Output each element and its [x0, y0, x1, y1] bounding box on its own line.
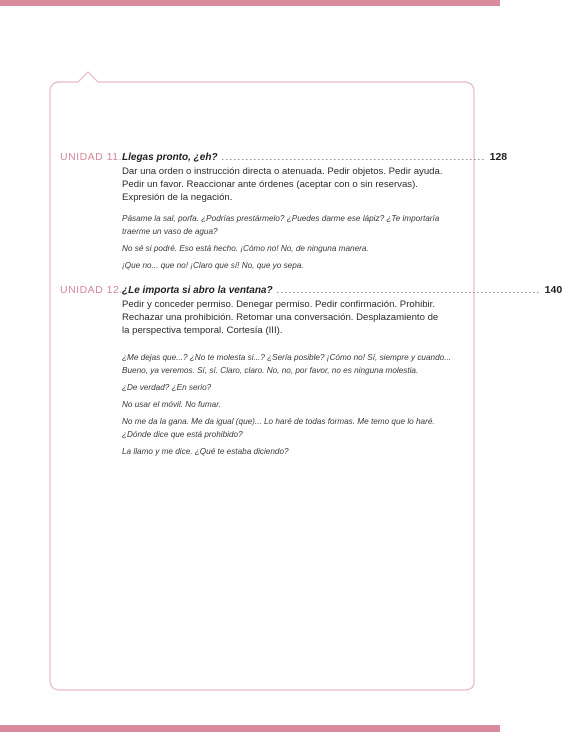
example-line: Pásame la sal, porfa. ¿Podrías prestármelo? ¿Puedes darme ese lápiz? ¿Te importaría traerme un vaso de agua? [122, 214, 440, 236]
unit-11-entry [60, 151, 508, 276]
example-line: La llamo y me dice. ¿Qué te estaba diciendo? [122, 447, 289, 456]
unit-title: Llegas pronto, ¿eh? [122, 152, 218, 163]
page-number: 128 [489, 151, 508, 163]
dot-leader: .................................................................. [221, 152, 486, 162]
unit-12-heading [60, 284, 562, 296]
unit-12-entry [60, 284, 562, 462]
example-line: ¡Que no... que no! ¡Claro que sí! No, que yo sepa. [122, 261, 304, 270]
example-line: No sé si podré. Eso está hecho. ¡Cómo no! No, de ninguna manera. [122, 244, 369, 253]
example-line: No me da la gana. Me da igual (que)... Lo haré de todas formas. Me temo que lo haré. ¿Dónde dice que está prohibido? [122, 417, 435, 439]
dot-leader: .................................................................. [276, 285, 541, 295]
page-number: 140 [544, 284, 562, 296]
unit-label: UNIDAD 11. [60, 151, 122, 163]
top-color-band [0, 0, 500, 6]
example-line: No usar el móvil. No fumar. [122, 400, 221, 409]
example-list [122, 212, 452, 272]
unit-description: Dar una orden o instrucción directa o atenuada. Pedir objetos. Pedir ayuda. Pedir un favor. Reaccionar ante órdenes (aceptar con o sin reservas). Expresión de la negación. [122, 166, 443, 203]
unit-description: Pedir y conceder permiso. Denegar permiso. Pedir confirmación. Prohibir. Rechazar una prohibición. Retomar una conversación. Desplazamiento de la perspectiva temporal. Cortesía (III). [122, 299, 439, 336]
unit-11-heading [60, 151, 508, 163]
example-list [122, 351, 452, 458]
unit-label: UNIDAD 12. [60, 284, 123, 296]
unit-title: ¿Le importa si abro la ventana? [122, 285, 273, 296]
example-line: ¿Me dejas que...? ¿No te molesta si...? ¿Sería posible? ¡Cómo no! Sí, siempre y cuando... Bueno, ya veremos. Sí, sí. Claro, claro. No, no, por favor, no es ninguna molestia. [122, 353, 452, 375]
bottom-color-band [0, 725, 500, 732]
example-line: ¿De verdad? ¿En serio? [122, 383, 212, 392]
